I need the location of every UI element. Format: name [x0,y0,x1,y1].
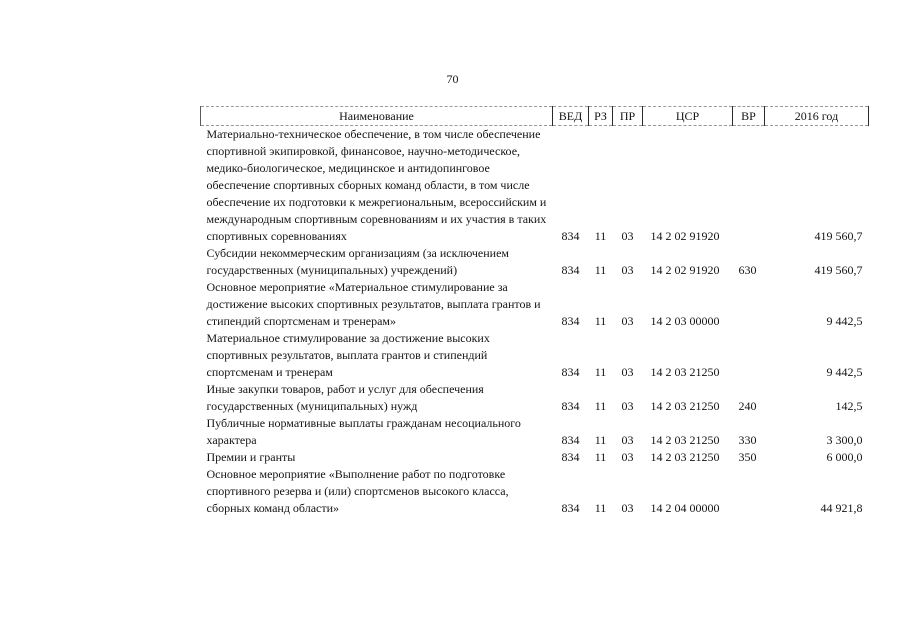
row-csr: 14 2 04 00000 [650,501,720,515]
row-amount: 419 560,7 [814,229,863,243]
table-row [201,449,869,466]
table-row [201,330,869,381]
row-ved: 834 [561,263,580,277]
row-ved: 834 [561,314,580,328]
column-header-vr: ВР [733,107,765,126]
column-header-year: 2016 год [765,107,869,126]
row-rz: 11 [594,365,607,379]
row-vr: 350 [738,450,757,464]
row-vr [733,466,765,517]
row-vr: 240 [738,399,757,413]
row-rz: 11 [594,229,607,243]
row-name: Публичные нормативные выплаты гражданам несоциального характера [206,416,521,447]
row-name: Материально-техническое обеспечение, в том числе обеспечение спортивной экипировкой, финансовое, научно-методическое, медико-биологическое, медицинское и антидопинговое обеспечение спортивных сборных команд области, в том числе обеспечение их подготовки к межрегиональным, всероссийским и международным спортивным соревнованиям и их участия в таких спортивных соревнованиях [206,127,547,243]
column-header-name: Наименование [201,107,553,126]
row-amount: 44 921,8 [820,501,863,515]
row-ved: 834 [561,365,580,379]
row-ved: 834 [561,433,580,447]
column-header-pr: ПР [613,107,643,126]
row-rz: 11 [594,450,607,464]
column-header-csr: ЦСР [643,107,733,126]
row-name: Премии и гранты [206,450,296,464]
row-csr: 14 2 03 21250 [650,433,720,447]
row-vr [733,279,765,330]
table-row [201,245,869,279]
row-csr: 14 2 02 91920 [650,263,720,277]
row-name: Материальное стимулирование за достижение высоких спортивных результатов, выплата грантов и стипендий спортсменам и тренерам [206,331,490,379]
row-pr: 03 [621,450,634,464]
row-rz: 11 [594,433,607,447]
row-ved: 834 [561,229,580,243]
row-vr [733,126,765,246]
table-row [201,466,869,517]
row-name: Основное мероприятие «Материальное стимулирование за достижение высоких спортивных результатов, выплата грантов и стипендий спортсменам и тренерам» [206,280,541,328]
row-rz: 11 [594,263,607,277]
row-pr: 03 [621,365,634,379]
row-pr: 03 [621,433,634,447]
row-pr: 03 [621,399,634,413]
table-row [201,415,869,449]
row-csr: 14 2 03 21250 [650,365,720,379]
row-pr: 03 [621,314,634,328]
row-pr: 03 [621,263,634,277]
row-amount: 142,5 [835,399,863,413]
row-name: Основное мероприятие «Выполнение работ по подготовке спортивного резерва и (или) спортсменов высокого класса, сборных команд области» [206,467,509,515]
row-vr [733,330,765,381]
row-csr: 14 2 03 21250 [650,450,720,464]
row-name: Субсидии некоммерческим организациям (за исключением государственных (муниципальных) учреждений) [206,246,510,277]
row-amount: 419 560,7 [814,263,863,277]
table-row [201,279,869,330]
table-row [201,126,869,246]
row-csr: 14 2 02 91920 [650,229,720,243]
column-header-rz: РЗ [589,107,613,126]
row-ved: 834 [561,399,580,413]
row-amount: 3 300,0 [826,433,863,447]
row-amount: 9 442,5 [826,314,863,328]
row-rz: 11 [594,501,607,515]
row-ved: 834 [561,501,580,515]
row-vr: 630 [738,263,757,277]
row-name: Иные закупки товаров, работ и услуг для обеспечения государственных (муниципальных) нужд [206,382,484,413]
row-pr: 03 [621,501,634,515]
table-header-row [201,107,869,126]
row-amount: 6 000,0 [826,450,863,464]
page-number: 70 [446,72,459,86]
row-csr: 14 2 03 21250 [650,399,720,413]
row-csr: 14 2 03 00000 [650,314,720,328]
row-vr: 330 [738,433,757,447]
row-pr: 03 [621,229,634,243]
table-row [201,381,869,415]
budget-table [200,106,869,517]
row-rz: 11 [594,314,607,328]
row-ved: 834 [561,450,580,464]
row-rz: 11 [594,399,607,413]
column-header-ved: ВЕД [553,107,589,126]
row-amount: 9 442,5 [826,365,863,379]
